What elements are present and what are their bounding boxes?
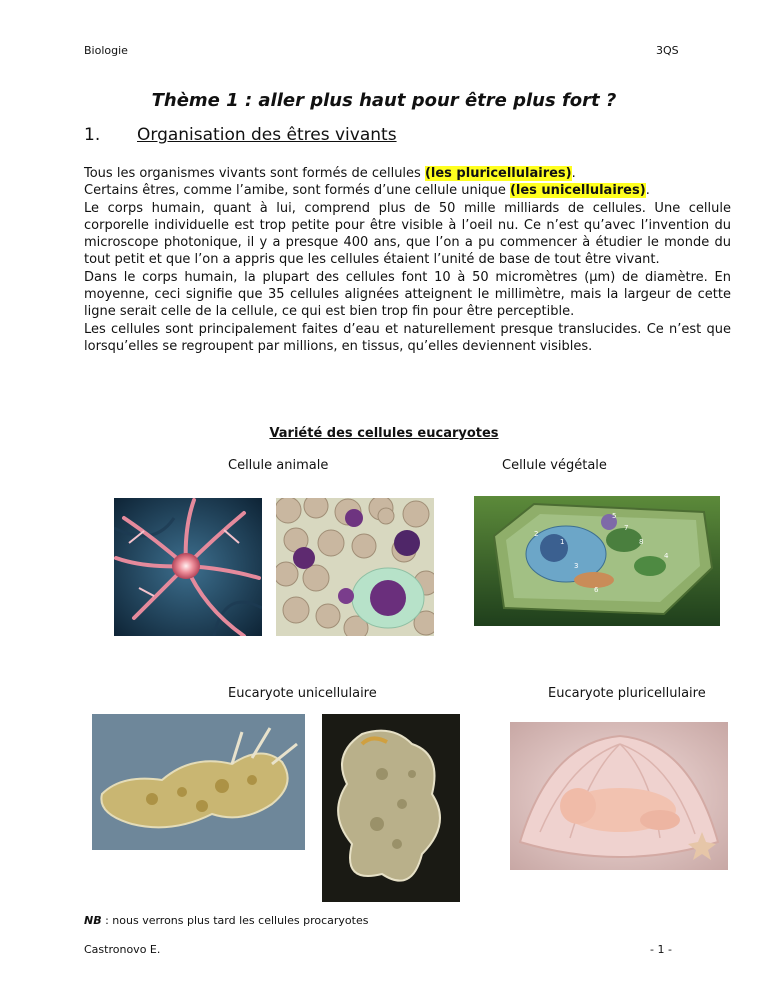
header-subject: Biologie <box>84 44 128 57</box>
plant-cell-image <box>474 496 720 626</box>
plant-label-4: 4 <box>664 552 669 560</box>
label-animal-cell: Cellule animale <box>228 458 329 473</box>
note-text: : nous verrons plus tard les cellules procaryotes <box>101 914 369 927</box>
paragraph-1 <box>84 165 731 182</box>
paragraph-1-text: Tous les organismes vivants sont formés de cellules <box>84 166 425 181</box>
paragraph-2-end: . <box>645 183 650 199</box>
note-prefix: NB <box>84 914 102 927</box>
label-multicellular: Eucaryote pluricellulaire <box>548 686 706 701</box>
label-plant-cell: Cellule végétale <box>502 458 607 473</box>
paragraph-1-end: . <box>571 166 576 181</box>
blood-cells-image <box>276 498 434 636</box>
label-unicellular: Eucaryote unicellulaire <box>228 686 377 701</box>
plant-label-5: 5 <box>612 512 617 520</box>
highlight-pluricellular: (les pluricellulaires) <box>424 166 572 181</box>
neuron-image <box>114 498 262 636</box>
highlight-unicellular: (les unicellulaires) <box>509 183 646 199</box>
amoeba-image-2 <box>322 714 460 902</box>
paragraph-4: Dans le corps humain, la plupart des cellules font 10 à 50 micromètres (µm) de diamètre. En moyenne, ceci signifie que 35 cellules alignées atteignent le millimètre, mais la largeur de cette ligne serait celle de la cellule, ce qui est bien trop fin pour être perceptible. <box>84 269 731 320</box>
plant-label-2: 2 <box>534 530 539 538</box>
paragraph-2-text: Certains êtres, comme l’amibe, sont formés d’une cellule unique <box>84 183 510 199</box>
header-class: 3QS <box>656 44 679 57</box>
footer-author: Castronovo E. <box>84 943 161 956</box>
body-text <box>84 165 731 355</box>
section-title: Organisation des êtres vivants <box>137 125 397 145</box>
figure-caption: Variété des cellules eucaryotes <box>269 426 499 441</box>
paragraph-2 <box>84 182 731 199</box>
baby-in-shell-image <box>510 722 728 870</box>
plant-label-7: 7 <box>624 524 629 532</box>
note <box>84 914 368 927</box>
section-number: 1. <box>84 125 101 145</box>
amoeba-image-1 <box>92 714 305 850</box>
plant-label-1: 1 <box>560 538 565 546</box>
plant-label-6: 6 <box>594 586 599 594</box>
footer-page-number: - 1 - <box>650 943 672 956</box>
plant-label-3: 3 <box>574 562 579 570</box>
paragraph-3: Le corps humain, quant à lui, comprend plus de 50 mille milliards de cellules. Une cellule corporelle individuelle est trop petite pour être visible à l’oeil nu. Ce n’est qu’avec l’invention du microscope photonique, il y a presque 400 ans, que l’on a pu commencer à étudier le monde du tout petit et que l’on a appris que les cellules étaient l’unité de base de tout être vivant. <box>84 200 731 268</box>
plant-label-8: 8 <box>639 538 644 546</box>
paragraph-5: Les cellules sont principalement faites d’eau et naturellement presque translucides. Ce n’est que lorsqu’elles se regroupent par millions, en tissus, qu’elles deviennent visibles. <box>84 321 731 354</box>
page-title: Thème 1 : aller plus haut pour être plus fort ? <box>151 90 617 111</box>
